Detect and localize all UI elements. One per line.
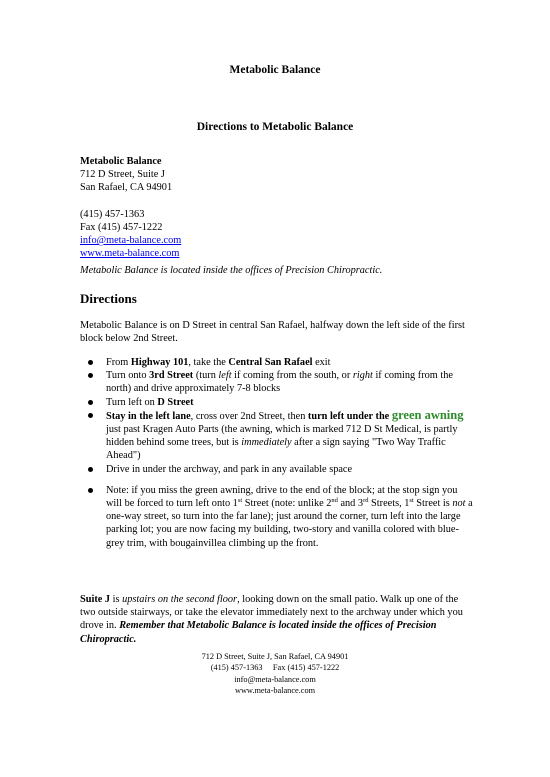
list-item: Turn onto 3rd Street (turn left if coming from the south, or right if coming from the north) and drive approximately 7-8 blocks bbox=[80, 369, 475, 395]
bullet-icon bbox=[88, 467, 93, 472]
bullet-icon bbox=[88, 400, 93, 405]
list-item: Note: if you miss the green awning, drive to the end of the block; at the stop sign you will be forced to turn left onto 1st Street (note: unlike 2nd and 3rd Streets, 1st Street is not a one-way street, so turn into the far lane); just around the corner, turn left into the large parking lot; you are now facing my building, two-story and vanilla colored with blue-grey trim, with bougainvillea climbing up the front. bbox=[80, 484, 475, 550]
bullet-icon bbox=[88, 488, 93, 493]
contact-phone: (415) 457-1363 bbox=[80, 208, 145, 220]
contact-name: Metabolic Balance bbox=[80, 156, 162, 167]
green-awning-text: green awning bbox=[391, 407, 464, 422]
list-item: From Highway 101, take the Central San Rafael exit bbox=[80, 356, 475, 369]
contact-street: 712 D Street, Suite J bbox=[80, 169, 165, 181]
footer-phones: (415) 457-1363 Fax (415) 457-1222 bbox=[210, 663, 340, 673]
page-subtitle: Directions to Metabolic Balance bbox=[196, 121, 354, 133]
directions-intro: Metabolic Balance is on D Street in central San Rafael, halfway down the left side of the first block below 2nd Street. bbox=[80, 320, 465, 345]
contact-block bbox=[80, 155, 475, 261]
list-item: Drive in under the archway, and park in any available space bbox=[80, 463, 475, 476]
website-link[interactable]: www.meta-balance.com bbox=[80, 248, 180, 260]
list-item: Turn left on D Street bbox=[80, 396, 475, 409]
page-title: Metabolic Balance bbox=[229, 64, 321, 76]
contact-city: San Rafael, CA 94901 bbox=[80, 182, 173, 194]
contact-fax: Fax (415) 457-1222 bbox=[80, 222, 163, 233]
list-item: Stay in the left lane, cross over 2nd Street, then turn left under the green awning just past Kragen Auto Parts (the awning, which is marked 712 D St Medical, is partly hidden behind some trees, but is immediately after a sign saying "Two Way Traffic Ahead") bbox=[80, 409, 475, 463]
directions-list bbox=[80, 356, 475, 550]
location-note: Metabolic Balance is located inside the offices of Precision Chiropractic. bbox=[80, 265, 383, 276]
email-link[interactable]: info@meta-balance.com bbox=[80, 235, 182, 247]
footer bbox=[0, 651, 550, 696]
bullet-icon bbox=[88, 373, 93, 378]
bullet-icon bbox=[88, 360, 93, 365]
bullet-icon bbox=[88, 413, 93, 418]
directions-heading: Directions bbox=[80, 291, 137, 306]
footer-email: info@meta-balance.com bbox=[234, 674, 316, 684]
footer-address: 712 D Street, Suite J, San Rafael, CA 94901 bbox=[201, 652, 349, 661]
footer-website: www.meta-balance.com bbox=[234, 685, 316, 695]
suite-paragraph: Suite J is upstairs on the second floor, looking down on the small patio. Walk up one of the two outside stairways, or take the elevator immediately next to the archway under which you drove in. Remember that Metabolic Balance is located inside the offices of Precision Chiropractic. bbox=[80, 594, 463, 645]
